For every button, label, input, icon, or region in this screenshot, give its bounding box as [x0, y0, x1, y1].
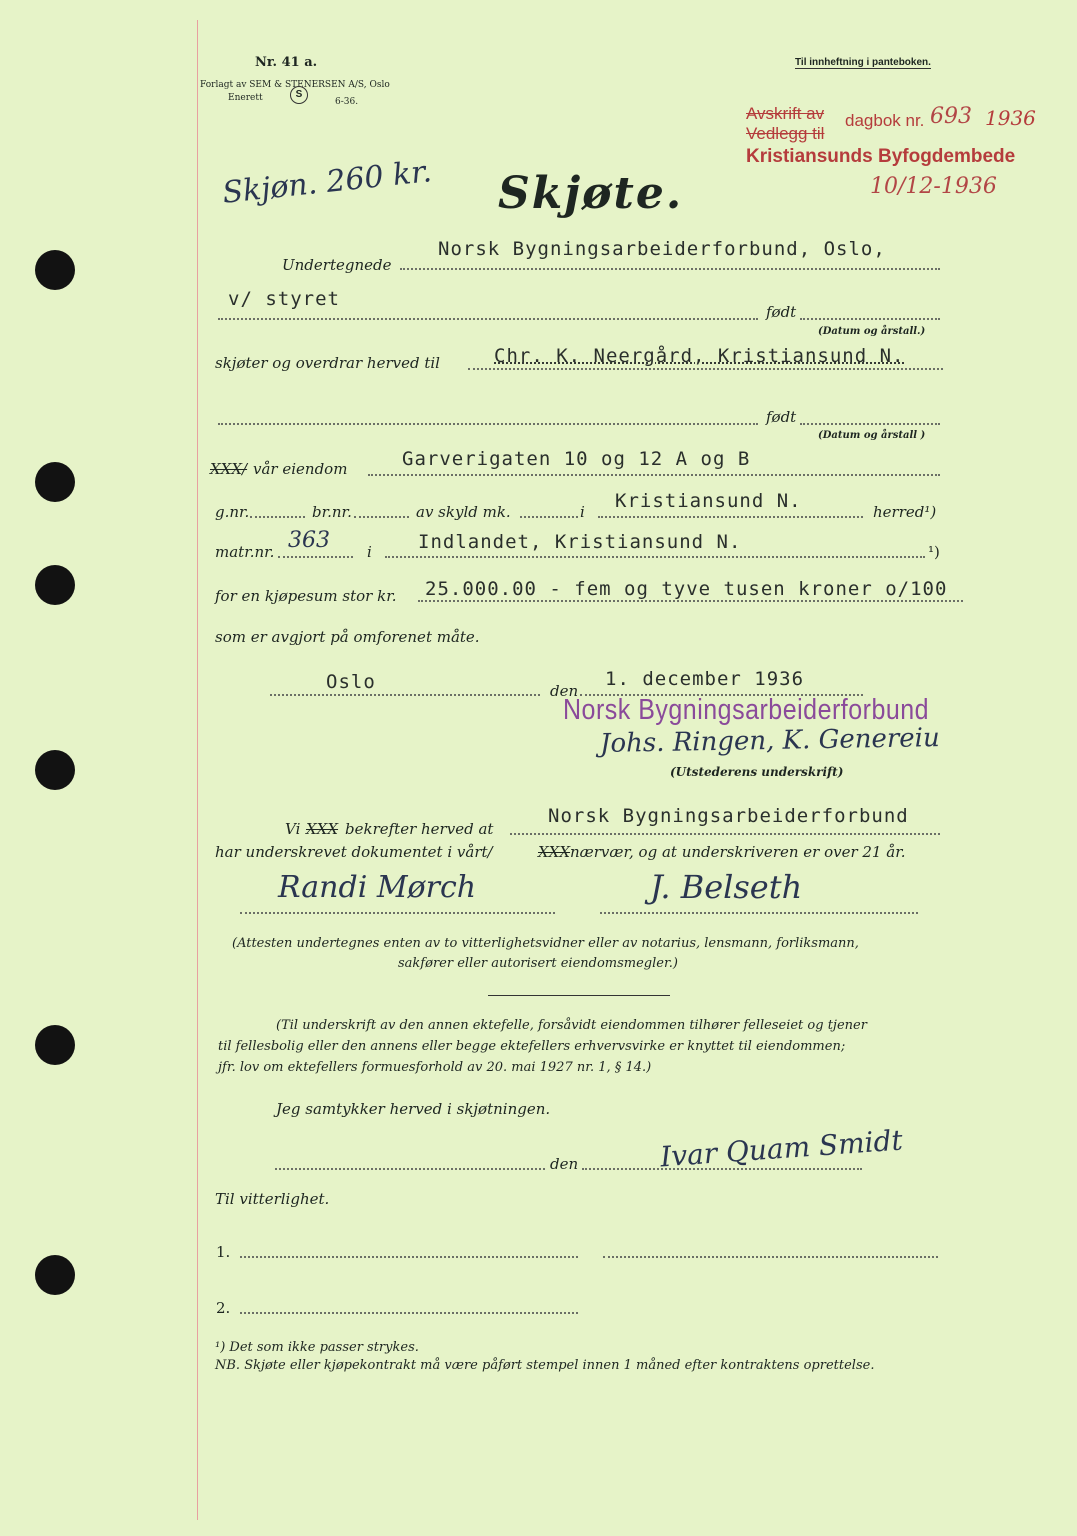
dotted-line [600, 912, 918, 914]
publisher-enerett: Enerett [228, 93, 263, 103]
witness-line2-a: har underskrevet dokumentet i vårt/ [215, 843, 493, 861]
dotted-line [368, 474, 940, 476]
stamp-vedlegg: Vedlegg til [746, 124, 825, 143]
attest-note-2: sakfører eller autorisert eiendomsmegler.) [398, 956, 678, 971]
gnr-label: g.nr. [215, 503, 250, 521]
property-address: Garverigaten 10 og 12 A og B [402, 448, 751, 470]
punch-hole [35, 462, 75, 502]
publisher-line: Forlagt av SEM & STENERSEN A/S, Oslo [200, 80, 390, 90]
matr-value: 363 [288, 528, 330, 553]
stamp-dagbok-number: 693 [930, 104, 972, 129]
i-label: i [580, 503, 585, 521]
matr-label: matr.nr. [215, 543, 275, 561]
matr-i: i [367, 543, 372, 561]
dotted-line [218, 423, 758, 425]
dotted-line [520, 516, 578, 518]
dotted-line [598, 516, 863, 518]
dotted-line [278, 556, 353, 558]
matr-place: Indlandet, Kristiansund N. [418, 531, 742, 553]
punch-hole [35, 1255, 75, 1295]
footer-footnote: ¹) Det som ikke passer strykes. [215, 1340, 419, 1355]
avgjort-text: som er avgjort på omforenet måte. [215, 628, 480, 646]
stamp-office: Kristiansunds Byfogdembede [746, 146, 1016, 167]
vitterlighet-label: Til vitterlighet. [215, 1190, 330, 1208]
punch-hole [35, 1025, 75, 1065]
fodt-label-2: født [766, 408, 797, 426]
issuer-signature: Johs. Ringen, K. Genereiu [599, 723, 941, 759]
kjopesum-value: 25.000.00 - fem og tyve tusen kroner o/100 [425, 578, 948, 600]
punch-hole [35, 750, 75, 790]
dotted-line [510, 833, 940, 835]
divider [488, 995, 670, 996]
organization-stamp: Norsk Bygningsarbeiderforbund [563, 693, 930, 727]
publisher-date: 6-36. [335, 97, 359, 107]
witness-line2-struck: XXX [538, 843, 571, 861]
signer-name: Norsk Bygningsarbeiderforbund [548, 805, 909, 827]
brnr-label: br.nr. [312, 503, 352, 521]
eiendom-label: vår eiendom [253, 460, 348, 478]
seller-name: Norsk Bygningsarbeiderforbund, Oslo, [438, 238, 886, 260]
dotted-line [275, 1168, 545, 1170]
dotted-line [270, 694, 540, 696]
vi-prefix: Vi [285, 820, 301, 838]
document-title: Skjøte. [498, 168, 684, 219]
fodt-label: født [766, 303, 797, 321]
dotted-line [603, 1256, 938, 1258]
buyer-name: Chr. K. Neergård, Kristiansund N. [494, 345, 905, 367]
witness-1-signature: Randi Mørch [278, 870, 477, 905]
attest-note-1: (Attesten undertegnes enten av to vitterlighetsvidner eller av notarius, lensmann, forliksmann, [232, 936, 859, 951]
bekrefter-label: bekrefter herved at [345, 820, 494, 838]
signing-place: Oslo [326, 671, 376, 693]
eiendom-struck: XXX/ [210, 460, 248, 478]
spouse-note-1: (Til underskrift av den annen ektefelle, forsåvidt eiendommen tilhører felleseiet og tjener [276, 1018, 867, 1033]
dotted-line [800, 318, 940, 320]
spouse-note-3: jfr. lov om ektefellers formuesforhold av 20. mai 1927 nr. 1, § 14.) [218, 1060, 652, 1075]
dotted-line [218, 318, 758, 320]
consent-text: Jeg samtykker herved i skjøtningen. [276, 1100, 551, 1118]
publisher-logo: S [290, 86, 308, 104]
signing-date: 1. december 1936 [605, 668, 805, 690]
herred-label: herred¹) [873, 503, 937, 521]
dotted-line [385, 556, 925, 558]
spouse-den-label: den [550, 1155, 579, 1173]
stamp-dagbok-label: dagbok nr. [845, 111, 925, 130]
dotted-line [800, 423, 940, 425]
skjoter-label: skjøter og overdrar herved til [215, 354, 440, 372]
punch-hole [35, 565, 75, 605]
herred-value: Kristiansund N. [615, 490, 802, 512]
dotted-line [240, 1256, 578, 1258]
stamp-year: 1936 [985, 106, 1036, 130]
form-number: Nr. 41 a. [255, 55, 318, 70]
datum-hint: (Datum og årstall.) [818, 326, 926, 337]
datum-hint-2: (Datum og årstall ) [818, 430, 926, 441]
den-label: den [550, 682, 579, 700]
witness-item-2: 2. [216, 1299, 231, 1317]
margin-rule [197, 20, 198, 1520]
witness-item-1: 1. [216, 1243, 231, 1261]
issuer-hint: (Utstederens underskrift) [670, 765, 844, 779]
witness-line2-b: nærvær, og at underskriveren er over 21 år. [570, 843, 906, 861]
stamp-date: 10/12-1936 [870, 174, 997, 199]
dotted-line [400, 268, 940, 270]
kjopesum-label: for en kjøpesum stor kr. [215, 587, 397, 605]
spouse-note-2: til fellesbolig eller den annens eller begge ektefellers erhvervsvirke er knyttet til eiendommen; [218, 1039, 846, 1054]
witness-2-signature: J. Belseth [650, 868, 803, 906]
dotted-line [354, 516, 409, 518]
footnote-mark: ¹) [928, 543, 940, 561]
spouse-signature: Ivar Quam Smidt [659, 1123, 904, 1174]
undertegnede-label: Undertegnede [282, 256, 392, 274]
punch-hole [35, 250, 75, 290]
pantebok-label: Til innheftning i panteboken. [795, 57, 931, 68]
footer-nb: NB. Skjøte eller kjøpekontrakt må være påført stempel innen 1 måned efter kontraktens oprettelse. [215, 1358, 875, 1373]
dotted-line [250, 516, 305, 518]
vi-struck: XXX [306, 820, 339, 838]
dotted-line [240, 1312, 578, 1314]
skyld-label: av skyld mk. [416, 503, 511, 521]
dotted-line [418, 600, 963, 602]
margin-note: Skjøn. 260 kr. [220, 154, 434, 211]
dotted-line [468, 368, 943, 370]
stamp-avskrift: Avskrift av [746, 104, 825, 123]
dotted-line [240, 912, 555, 914]
seller-line2: v/ styret [228, 288, 340, 310]
